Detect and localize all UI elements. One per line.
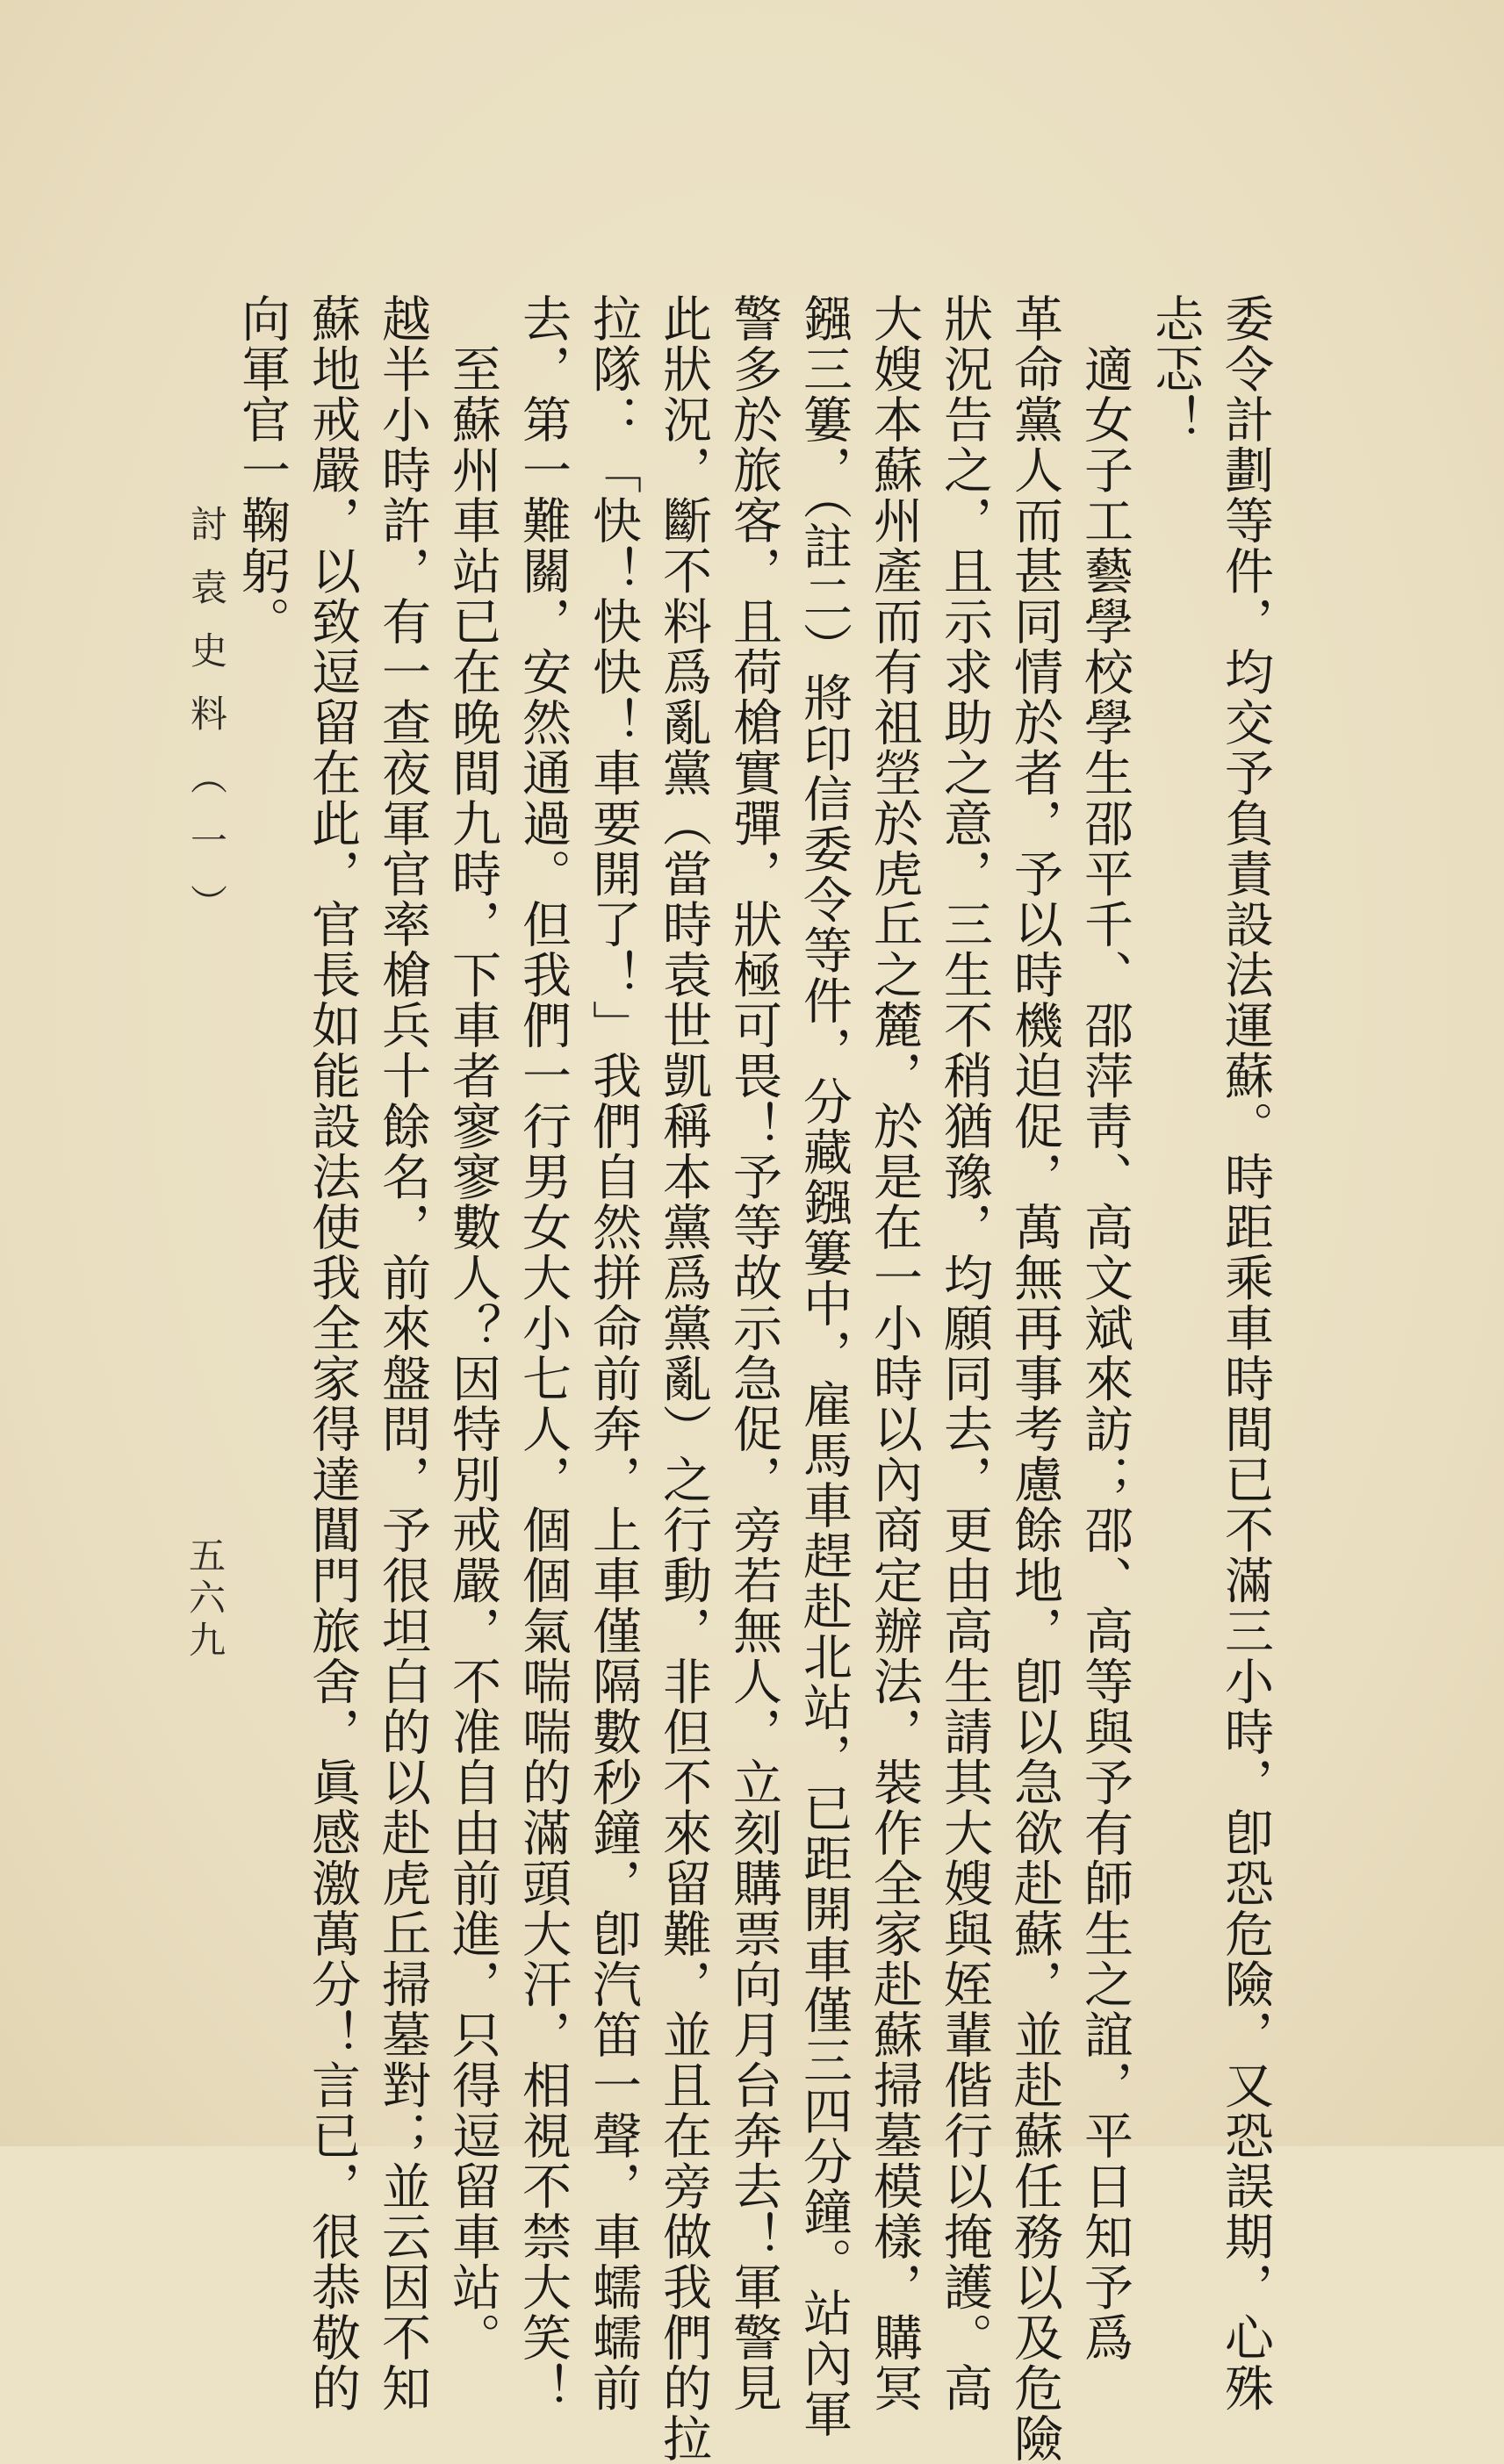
book-title-footer: 討袁史料（一） (185, 505, 228, 947)
text-column-14: 蘇地戒嚴，以致逗留在此，官長如能設法使我全家得達閶門旅舍，眞感激萬分！言已，很恭敬的 (304, 293, 361, 2413)
text-column-7: 鏹三簍，（註二）將印信委令等件，分藏鏹簍中，雇馬車趕赴北站，已距開車僅三四分鐘。站內軍 (795, 293, 853, 2439)
text-column-1: 委令計劃等件，均交予負責設法運蘇。時距乘車時間已不滿三小時，卽恐危險，又恐誤期，心殊 (1217, 293, 1274, 2413)
text-column-10: 拉隊：「快！快快！車要開了！」我們自然拼命前奔，上車僅隔數秒鐘，卽汽笛一聲，車蠕蠕前 (585, 293, 642, 2413)
text-column-12: 至蘇州車站已在晚間九時，下車者寥寥數人？因特別戒嚴，不准自由前進，只得逗留車站。 (444, 293, 501, 2363)
page-number: 五六九 (184, 1536, 227, 1663)
text-column-3: 適女子工藝學校學生邵平千、邵萍靑、高文斌來訪；邵、高等與予有師生之誼，平日知予爲 (1076, 293, 1133, 2363)
text-column-9: 此狀況，斷不料爲亂黨（當時袁世凱稱本黨爲黨亂）之行動，非但不來留難，並且在旁做我們的拉 (655, 293, 712, 2464)
text-column-6: 大嫂本蘇州產而有祖塋於虎丘之麓，於是在一小時以內商定辦法，裝作全家赴蘇掃墓模樣，購冥 (866, 293, 923, 2413)
text-column-8: 警多於旅客，且荷槍實彈，狀極可畏！予等故示急促，旁若無人，立刻購票向月台奔去！軍警見 (725, 293, 782, 2413)
text-column-13: 越半小時許，有一查夜軍官率槍兵十餘名，前來盤問，予很坦白的以赴虎丘掃墓對；並云因不知 (374, 293, 431, 2413)
text-column-5: 狀況告之，且示求助之意，三生不稍猶豫，均願同去，更由高生請其大嫂與姪輩偕行以掩護。高 (936, 293, 993, 2413)
text-column-4: 革命黨人而甚同情於者，予以時機迫促，萬無再事考慮餘地，卽以急欲赴蘇，並赴蘇任務以及危險 (1006, 293, 1063, 2464)
text-column-11: 去，第一難關，安然通過。但我們一行男女大小七人，個個氣喘喘的滿頭大汗，相視不禁大笑！ (515, 293, 572, 2413)
body-text (227, 293, 1280, 2464)
text-column-15: 向軍官一鞠躬。 (234, 293, 291, 647)
text-column-2: 忐忑！ (1147, 293, 1204, 445)
